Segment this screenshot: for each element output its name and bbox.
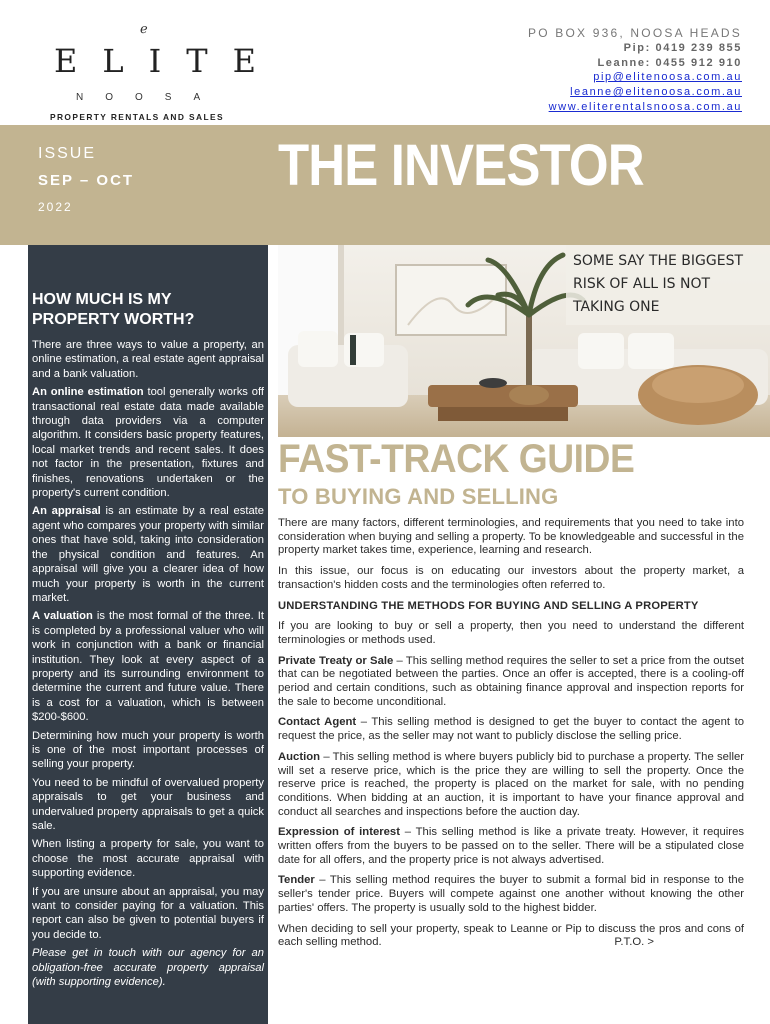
- method-text: – This selling method is where buyers publicly bid to purchase a property. The seller will set a reserve price, which is the price they are willing to sell the property. Once the reserve price is reached, the property is placed on the market for sale, with no pending conditions. When bidding at an auction, it is important to have your finance approval and conduct all searches and inspections before the auction day.: [278, 750, 744, 818]
- contact-block: [528, 26, 742, 115]
- closing-text: When deciding to sell your property, speak to Leanne or Pip to discuss the pros and cons of each selling method.: [278, 922, 744, 949]
- article-paragraph: There are many factors, different terminologies, and requirements that you need to take into consideration when buying and selling a property. To be knowledgeable and successful in the property market takes time, experience, learning and research.: [278, 517, 744, 557]
- paragraph-text: tool generally works off transactional real estate data made available through data providers via a computer algorithm. It considers basic property features, local market trends and recent sales. It does not factor in the presentation, fixtures and finishes, renovations undertaken or the property's current condition.: [32, 386, 264, 500]
- leanne-email-link[interactable]: leanne@elitenoosa.com.au: [570, 86, 742, 99]
- method-text: – This selling method is like a private treaty. However, it requires written offers from the buyers to be passed on to the seller. There will be a stipulated close date for all offers, and the property price is not always advertised.: [278, 826, 744, 866]
- method-tender: [278, 874, 744, 915]
- paragraph-text: is the most formal of the three. It is completed by a professional valuer who will work in conjunction with a bank or financial institution. They look at every aspect of a property and its surrounding environment to determine the current and future value. There is a cost for a valuation, which is between $200-$600.: [32, 610, 264, 724]
- pip-email-link[interactable]: pip@elitenoosa.com.au: [593, 71, 742, 84]
- article-closing: [278, 923, 744, 950]
- pip-phone: Pip: 0419 239 855: [623, 41, 742, 54]
- logo-name: ELITE: [54, 42, 281, 80]
- issue-label: ISSUE: [38, 145, 97, 162]
- term-online-estimation: An online estimation: [32, 386, 144, 399]
- issue-year: 2022: [38, 200, 73, 214]
- article-paragraph: In this issue, our focus is on educating our investors about the property market, a transaction's hidden costs and the terminologies often referred to.: [278, 565, 744, 591]
- method-term: Tender: [278, 874, 315, 887]
- photo-quote: SOME SAY THE BIGGEST RISK OF ALL IS NOT TAKING ONE: [573, 253, 744, 315]
- logo-subname: NOOSA: [76, 92, 223, 103]
- method-term: Private Treaty or Sale: [278, 654, 394, 667]
- elite-noosa-logo: [40, 20, 281, 122]
- sidebar-paragraph: There are three ways to value a property, an online estimation, a real estate agent appraisal and a bank valuation.: [32, 339, 264, 380]
- method-auction: [278, 751, 744, 820]
- cta-text: Please get in touch with our agency for an obligation-free accurate property appraisal (with supporting evidence).: [32, 947, 264, 989]
- sidebar-paragraph: [32, 609, 264, 724]
- method-text: – This selling method requires the buyer to submit a formal bid in response to the seller's tender price. Buyers will compete against one another without knowing the other parties' offers. The property is usually sold to the highest bidder.: [278, 874, 744, 914]
- sidebar-paragraph: If you are unsure about an appraisal, you may want to consider paying for a valuation. This report can also be given to potential buyers if you decide to.: [32, 885, 264, 941]
- issue-months: SEP – OCT: [38, 172, 135, 189]
- page-turn-link[interactable]: P.T.O. >: [614, 936, 654, 949]
- website-link[interactable]: www.eliterentalsnoosa.com.au: [548, 100, 742, 113]
- method-term: Contact Agent: [278, 716, 357, 729]
- method-private-treaty: [278, 655, 744, 710]
- main-article: [278, 517, 744, 957]
- sidebar-paragraph: When listing a property for sale, you want to choose the most accurate appraisal with supporting evidence.: [32, 838, 264, 880]
- guide-subheading: TO BUYING AND SELLING: [278, 484, 559, 509]
- paragraph-text: is an estimate by a real estate agent who compares your property with similar ones that have sold, taking into consideration the physical condition and features. An appraisal will give you a clearer idea of how much your property is worth in the current market.: [32, 505, 264, 604]
- sidebar-paragraph: Determining how much your property is worth is one of the most important processes of selling your property.: [32, 729, 264, 771]
- sidebar-paragraph: [32, 385, 264, 500]
- section-heading: UNDERSTANDING THE METHODS FOR BUYING AND SELLING A PROPERTY: [278, 599, 699, 612]
- postal-address: PO BOX 936, NOOSA HEADS: [528, 26, 742, 40]
- leanne-phone: Leanne: 0455 912 910: [597, 56, 742, 69]
- method-text: – This selling method is designed to get the buyer to contact the agent to request the price, as the seller may not want to publicly disclose the selling price.: [278, 716, 744, 743]
- term-valuation: A valuation: [32, 610, 93, 623]
- sidebar-paragraph: You need to be mindful of overvalued property appraisals to get your business and undervalued property appraisals to get a quick sale.: [32, 776, 264, 832]
- sidebar-heading: HOW MUCH IS MY PROPERTY WORTH?: [32, 291, 195, 328]
- method-term: Auction: [278, 750, 321, 763]
- logo-swirl-icon: ℯ: [140, 22, 148, 37]
- sidebar-body: [32, 338, 264, 993]
- method-contact-agent: [278, 716, 744, 743]
- method-term: Expression of interest: [278, 826, 400, 839]
- method-expression-of-interest: [278, 826, 744, 867]
- sidebar-call-to-action: [32, 946, 264, 989]
- sidebar-paragraph: [32, 504, 264, 605]
- logo-tagline: PROPERTY RENTALS AND SALES: [50, 112, 224, 122]
- newsletter-title: THE INVESTOR: [278, 133, 644, 198]
- method-text: – This selling method requires the seller to set a price from the outset that can be negotiated between the parties. Once an offer is accepted, there is a cooling-off period and certain conditions, such as obtaining finance approval and inspection reports for the sale to become unconditional.: [278, 654, 744, 708]
- guide-heading: FAST-TRACK GUIDE: [278, 437, 635, 481]
- term-appraisal: An appraisal: [32, 505, 101, 518]
- article-paragraph: If you are looking to buy or sell a property, then you need to understand the different terminologies or methods used.: [278, 620, 744, 646]
